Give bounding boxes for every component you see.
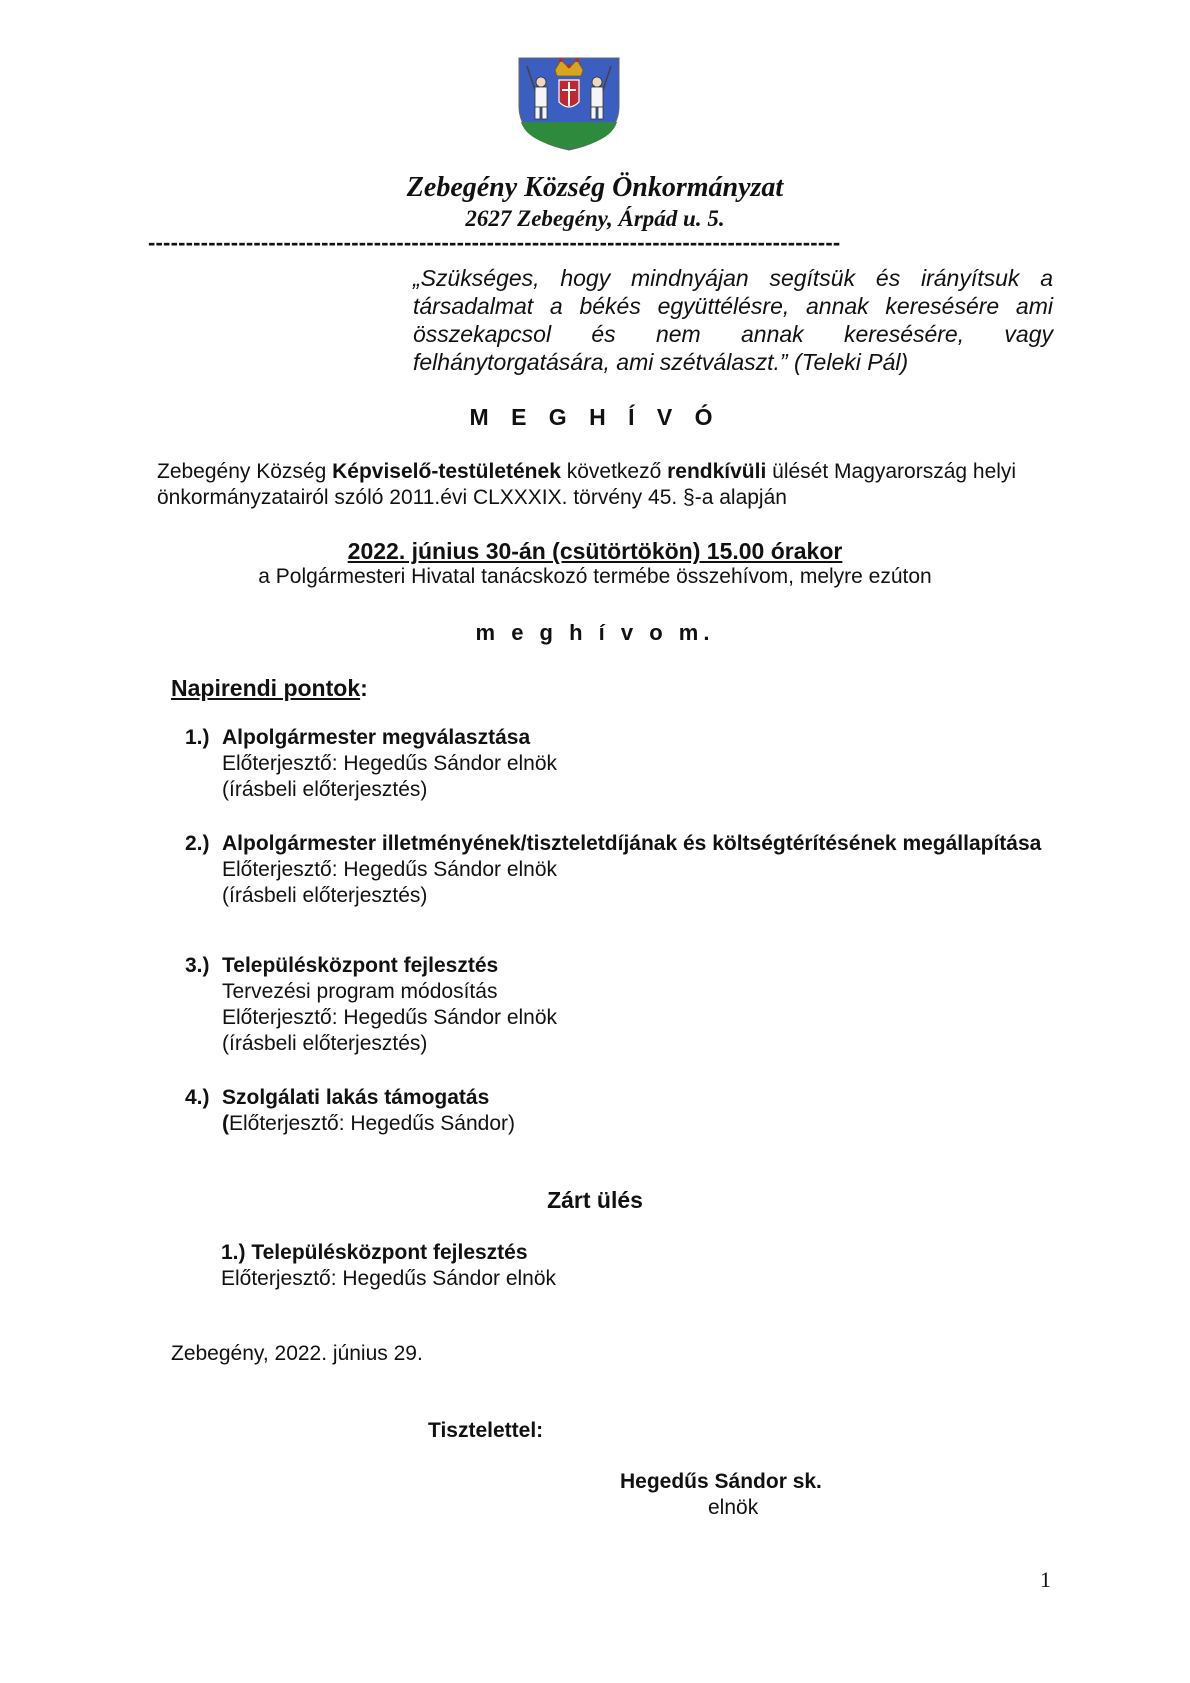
organization-name: Zebegény Község Önkormányzat — [406, 172, 784, 203]
agenda-item-title: Szolgálati lakás támogatás — [222, 1086, 490, 1109]
motto-quote: „Szükséges, hogy mindnyájan segítsük és irányítsuk a társadalmat a békés együttélésre, annak keresésére ami összekapcsol és nem annak keresésére, vagy felhánytorgatására, ami szétválaszt.” (Teleki Pál) — [413, 265, 1053, 375]
agenda-item-presenter: Előterjesztő: Hegedűs Sándor elnök — [222, 752, 558, 775]
agenda-item-title: Alpolgármester megválasztása — [222, 726, 531, 749]
agenda-item — [185, 1085, 1055, 1137]
agenda-heading-text: Napirendi pontok — [171, 675, 361, 701]
agenda-item-presenter: Előterjesztő: Hegedűs Sándor elnök — [222, 1006, 558, 1029]
agenda-item-subtitle: Tervezési program módosítás — [222, 980, 498, 1003]
agenda-item — [185, 725, 1055, 803]
signer-name: Hegedűs Sándor sk. — [620, 1470, 822, 1493]
agenda-heading-colon: : — [360, 675, 368, 701]
agenda-item-paren: ( — [222, 1112, 229, 1135]
agenda-item-note: (írásbeli előterjesztés) — [222, 778, 428, 801]
meeting-venue: a Polgármesteri Hivatal tanácskozó termébe összehívom, melyre ezúton — [258, 565, 932, 588]
agenda-item — [185, 953, 1055, 1057]
agenda-item-number: 1.) — [185, 726, 210, 749]
intro-body-name: Képviselő-testületének — [332, 460, 561, 483]
closing-greeting: Tisztelettel: — [428, 1419, 544, 1442]
closed-item-presenter: Előterjesztő: Hegedűs Sándor elnök — [221, 1267, 557, 1290]
closed-item-title: Településközpont fejlesztés — [251, 1241, 528, 1264]
intro-text: Zebegény Község — [157, 460, 333, 483]
agenda-item — [185, 831, 1055, 909]
closed-item-number: 1.) — [221, 1241, 246, 1264]
document-title: M E G H Í V Ó — [469, 404, 721, 430]
agenda-item-title: Alpolgármester illetményének/tiszteletdíjának és költségtérítésének megállapítása — [222, 832, 1042, 855]
page-number: 1 — [1040, 1567, 1051, 1592]
closed-session-heading: Zárt ülés — [547, 1187, 643, 1213]
closed-item-title-row — [221, 1240, 1021, 1266]
agenda-item-presenter-text: Előterjesztő: Hegedűs Sándor) — [229, 1112, 515, 1135]
agenda-item-presenter — [222, 1111, 1055, 1137]
agenda-item-number: 4.) — [185, 1086, 210, 1109]
agenda-heading — [171, 675, 368, 702]
meeting-date-time: 2022. június 30-án (csütörtökön) 15.00 órakor — [347, 538, 843, 564]
agenda-item-presenter: Előterjesztő: Hegedűs Sándor elnök — [222, 858, 558, 881]
place-and-date: Zebegény, 2022. június 29. — [171, 1342, 423, 1365]
intro-paragraph — [157, 459, 1055, 511]
signer-role: elnök — [708, 1496, 759, 1519]
divider-line: -------------------------------------------------------------------------------------------- — [148, 230, 841, 255]
invitation-verb: m e g h í v o m. — [475, 620, 715, 645]
organization-address: 2627 Zebegény, Árpád u. 5. — [465, 206, 725, 231]
closed-session-item — [221, 1240, 1021, 1292]
intro-text: következő — [560, 460, 668, 483]
agenda-item-number: 2.) — [185, 832, 210, 855]
agenda-item-number: 3.) — [185, 954, 210, 977]
agenda-item-title: Településközpont fejlesztés — [222, 954, 499, 977]
agenda-item-note: (írásbeli előterjesztés) — [222, 884, 428, 907]
agenda-item-note: (írásbeli előterjesztés) — [222, 1032, 428, 1055]
coat-of-arms-icon — [515, 44, 623, 152]
intro-text: ülését Magyarország helyi önkormányzatairól szóló 2011.évi CLXXXIX. törvény 45. §-a alapján — [157, 460, 1017, 509]
intro-session-type: rendkívüli — [667, 460, 767, 483]
